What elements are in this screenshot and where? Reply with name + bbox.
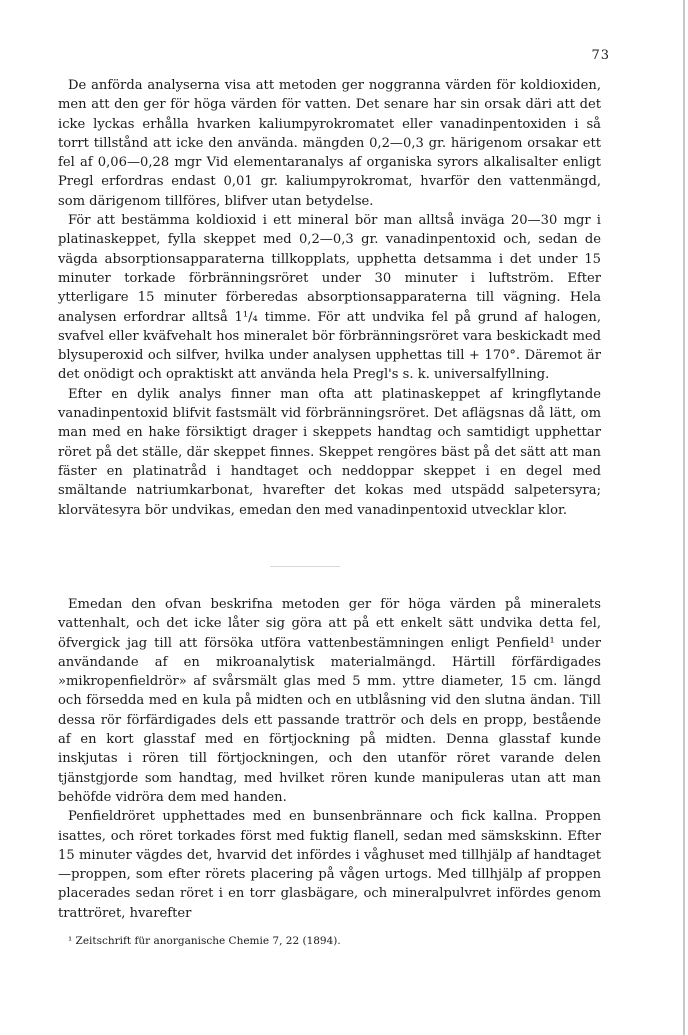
- page-number: 73: [591, 48, 610, 63]
- paragraph: Efter en dylik analys finner man ofta att platinaskeppet af kringflytande vanadinpentoxid blifvit fastsmält vid förbränningsröret. Det aflägsnas då lätt, om man med en hake försiktigt drager i skeppets handtag och samtidigt upphettar röret på det ställe, där skeppet finnes. Skeppet rengöres bäst på det sätt att man fäster en platinatråd i handtaget och neddoppar skeppet i en degel med smältande natriumkarbonat, hvarefter det kokas med utspädd salpetersyra; klorvätesyra bör undvikas, emedan den med vanadinpentoxid utvecklar klor.: [58, 386, 601, 518]
- paragraph: De anförda analyserna visa att metoden ger noggranna värden för koldioxiden, men att den ger för höga värden för vatten. Det senare har sin orsak däri att det icke lyckas erhålla hvarken kaliumpyrokromatet eller vanadinpentoxiden i så torrt tillstånd att icke den använda. mängden 0,2—0,3 gr. härigenom orsakar ett fel af 0,06—0,28 mgr Vid elementaranalys af organiska syrors alkalisalter enligt Pregl erfordras endast 0,01 gr. kaliumpyrokromat, hvarför den vattenmängd, som därigenom tillföres, blifver utan betydelse.: [58, 78, 601, 209]
- section-separator: [270, 566, 340, 567]
- paragraph: För att bestämma koldioxid i ett mineral bör man alltså inväga 20—30 mgr i platinaskeppet, fylla skeppet med 0,2—0,3 gr. vanadinpentoxid och, sedan de vägda absorptionsapparaterna tillkopplats, upphetta detsamma i det under 15 minuter torkade förbränningsröret under 30 minuter i luftström. Efter ytterligare 15 minuter förberedas absorptionsapparaterna till vägning. Hela analysen erfordrar alltså 1¹/₄ timme. För att undvika fel på grund af halogen, svafvel eller kväfvehalt hos mineralet bör förbränningsröret vara beskickadt med blysuperoxid och silfver, hvilka under analysen upphettas till + 170°. Däremot är det onödigt och opraktiskt att använda hela Pregl's s. k. universalfyllning.: [58, 213, 601, 383]
- section-1: [58, 76, 601, 520]
- section-2: [58, 595, 601, 923]
- paragraph: Penfieldröret upphettades med en bunsenbrännare och fick kallna. Proppen isattes, och röret torkades först med fuktig flanell, sedan med sämskskinn. Efter 15 minuter vägdes det, hvarvid det infördes i våghuset med tillhjälp af handtaget—proppen, som efter rörets placering på vågen urtogs. Med tillhjälp af proppen placerades sedan röret i en torr glasbägare, och mineralpulvret infördes genom trattröret, hvarefter: [58, 809, 601, 921]
- footnote: ¹ Zeitschrift für anorganische Chemie 7, 22 (1894).: [68, 935, 341, 947]
- page-edge: [683, 0, 685, 1035]
- paragraph: Emedan den ofvan beskrifna metoden ger för höga värden på mineralets vattenhalt, och det icke låter sig göra att på ett enkelt sätt undvika detta fel, öfvergick jag till att försöka utföra vattenbestämningen enligt Penfield¹ under användande af en mikroanalytisk materialmängd. Härtill förfärdigades »mikropenfieldrör» af svårsmält glas med 5 mm. yttre diameter, 15 cm. längd och försedda med en kula på midten och en utblåsning vid den slutna ändan. Till dessa rör förfärdigades dels ett passande trattrör och dels en propp, bestående af en kort glasstaf med en förtjockning på midten. Denna glasstaf kunde inskjutas i rören till förtjockningen, och den utanför röret varande delen tjänstgjorde som handtag, med hvilket rören kunde manipuleras utan att man behöfde vidröra dem med handen.: [58, 597, 601, 805]
